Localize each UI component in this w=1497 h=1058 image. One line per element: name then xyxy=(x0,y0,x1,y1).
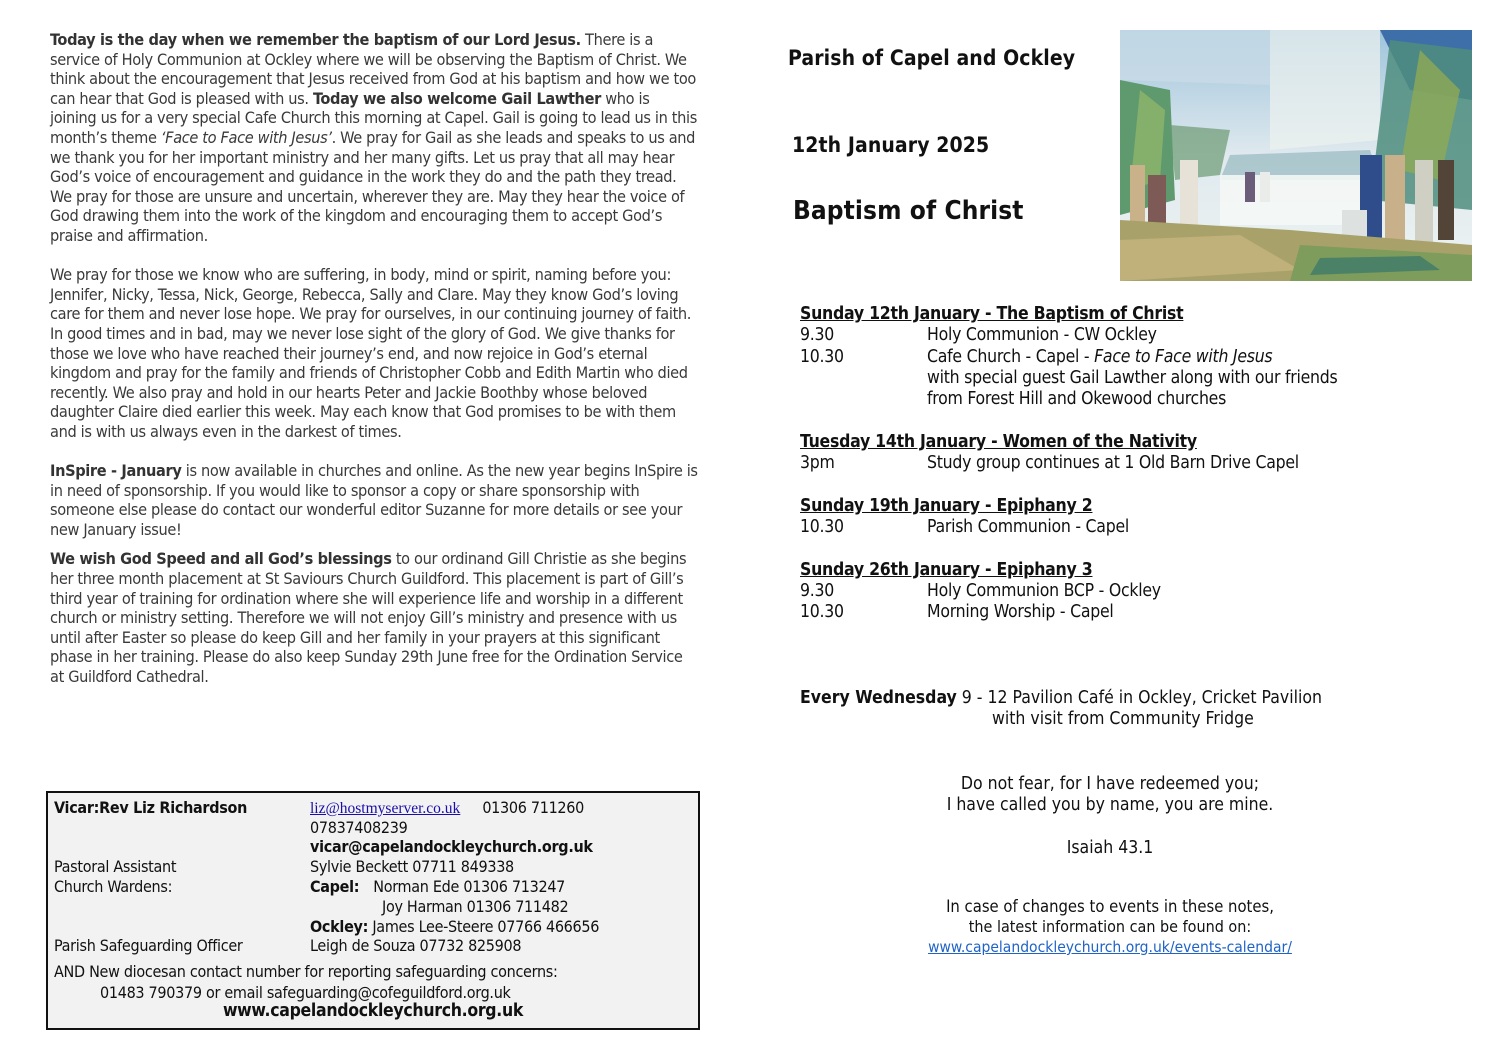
parish-name: Parish of Capel and Ockley xyxy=(788,46,1076,70)
verse-line-1: Do not fear, for I have redeemed you; xyxy=(960,774,1260,794)
contact-box xyxy=(46,791,700,1030)
vicar-email-alt: vicar@capelandockleychurch.org.uk xyxy=(310,837,593,856)
safeguarding-value: Leigh de Souza 07732 825908 xyxy=(310,936,522,955)
notes-line-1: In case of changes to events in these notes, xyxy=(946,897,1274,916)
capel-label: Capel: xyxy=(310,877,360,896)
capel-warden-1: Norman Ede 01306 713247 xyxy=(373,877,566,896)
service-desc: Study group continues at 1 Old Barn Drive Capel xyxy=(927,453,1299,474)
schedule-row xyxy=(800,347,1440,368)
service-date: 12th January 2025 xyxy=(792,133,990,157)
inspire-paragraph: InSpire - January is now available in churches and online. As the new year begins InSpire is in need of sponsorship. If you would like to sponsor a copy or share sponsorship with someone else please do contact our wonderful editor Suzanne for more details or see your new January issue! xyxy=(50,461,698,539)
schedule-day-heading: Sunday 26th January - Epiphany 3 xyxy=(800,559,1093,580)
service-desc-extra: from Forest Hill and Okewood churches xyxy=(927,389,1227,410)
painting-image xyxy=(1120,30,1472,281)
service-time: 10.30 xyxy=(800,516,844,537)
service-time: 10.30 xyxy=(800,346,844,367)
service-desc: Holy Communion BCP - Ockley xyxy=(927,580,1161,601)
intro-paragraph: Today is the day when we remember the baptism of our Lord Jesus. There is a service of Holy Communion at Ockley where we will be observing the Baptism of Christ. We think about the encouragement that Jesus received from God at his baptism and how we too can hear that God is pleased with us. Today we also welcome Gail Lawther who is joining us for a very special Cafe Church this morning at Capel. Gail is going to lead us in this month’s theme ‘Face to Face with Jesus’. We pray for Gail as she leads and speaks to us and we thank you for her important ministry and her many gifts. Let us pray that all may hear God’s voice of encouragement and guidance in the work they do and the path they tread. We pray for those are unsure and uncertain, wherever they are. May they hear the voice of God drawing them into the work of the kingdom and encouraging them to accept God’s praise and affirmation. xyxy=(50,30,697,245)
website-text: www.capelandockleychurch.org.uk xyxy=(222,1001,524,1021)
left-column xyxy=(50,30,700,706)
diocesan-line-2: 01483 790379 or email safeguarding@cofeguildford.org.uk xyxy=(100,983,511,1002)
service-schedule xyxy=(800,304,1440,623)
notes-line-2: the latest information can be found on: xyxy=(968,917,1252,936)
changes-notice xyxy=(880,897,1340,957)
schedule-row xyxy=(800,368,1440,389)
schedule-row xyxy=(800,581,1440,602)
schedule-row xyxy=(800,517,1440,538)
service-desc: Morning Worship - Capel xyxy=(927,602,1114,623)
schedule-row xyxy=(800,389,1440,410)
vicar-mobile: 07837408239 xyxy=(310,818,408,837)
verse-reference: Isaiah 43.1 xyxy=(1066,838,1154,858)
schedule-row xyxy=(800,602,1440,623)
capel-warden-2: Joy Harman 01306 711482 xyxy=(382,897,569,916)
diocesan-line-1: AND New diocesan contact number for reporting safeguarding concerns: xyxy=(54,962,558,981)
pastoral-value: Sylvie Beckett 07711 849338 xyxy=(310,857,514,876)
prayer-paragraph: We pray for those we know who are suffering, in body, mind or spirit, naming before you: Jennifer, Nicky, Tessa, Nick, George, Rebecca, Sally and Clare. May they know God’s loving care for them and never lose hope. We pray for ourselves, in our continuing journey of faith. In good times and in bad, may we never lose sight of the glory of God. We give thanks for those we love who have reached their journey’s end, and now rejoice in God’s eternal kingdom and pray for the family and friends of Christopher Cobb and Edith Martin who died recently. We also pray and hold in our hearts Peter and Jackie Boothby whose beloved daughter Claire died earlier this week. May each know that God promises to be with them and is with us always even in the darkest of times. xyxy=(50,265,692,441)
service-time: 3pm xyxy=(800,453,835,474)
service-time: 9.30 xyxy=(800,325,835,346)
service-time: 10.30 xyxy=(800,602,844,623)
service-desc: Parish Communion - Capel xyxy=(927,516,1130,537)
safeguarding-label: Parish Safeguarding Officer xyxy=(54,936,243,955)
verse-line-2: I have called you by name, you are mine. xyxy=(946,795,1274,815)
events-calendar-link[interactable]: www.capelandockleychurch.org.uk/events-calendar/ xyxy=(928,938,1292,956)
schedule-day-heading: Sunday 19th January - Epiphany 2 xyxy=(800,495,1093,516)
service-desc: Holy Communion - CW Ockley xyxy=(927,325,1157,346)
baptism-painting xyxy=(1120,30,1472,281)
schedule-row xyxy=(800,453,1440,474)
vicar-label: Vicar:Rev Liz Richardson xyxy=(54,798,248,817)
ordinand-paragraph: We wish God Speed and all God’s blessings to our ordinand Gill Christie as she begins her three month placement at St Saviours Church Guildford. This placement is part of Gill’s third year of training for ordination where she will experience life and worship in a different church or ministry setting. Therefore we will not enjoy Gill’s ministry and presence with us until after Easter so please do keep Gill and her family in your prayers at this significant phase in her training. Please do also keep Sunday 29th June free for the Ordination Service at Guildford Cathedral. xyxy=(50,549,687,686)
ockley-warden: James Lee-Steere 07766 466656 xyxy=(372,917,600,936)
schedule-row xyxy=(800,325,1440,346)
ockley-label: Ockley: xyxy=(310,917,369,936)
schedule-day-heading: Sunday 12th January - The Baptism of Christ xyxy=(800,304,1184,324)
page-title: Baptism of Christ xyxy=(793,196,1024,226)
service-desc: Cafe Church - Capel - Face to Face with Jesus xyxy=(927,346,1273,367)
service-time: 9.30 xyxy=(800,580,835,601)
schedule-day-heading: Tuesday 14th January - Women of the Nativity xyxy=(800,431,1197,452)
pastoral-label: Pastoral Assistant xyxy=(54,857,177,876)
vicar-email-link[interactable]: liz@hostmyserver.co.uk xyxy=(310,800,461,817)
wednesday-notice: Every Wednesday 9 - 12 Pavilion Café in Ockley, Cricket Pavilion with visit from Community Fridge xyxy=(800,688,1322,730)
wardens-label: Church Wardens: xyxy=(54,877,173,896)
service-desc-extra: with special guest Gail Lawther along with our friends xyxy=(927,367,1338,388)
vicar-phone: 01306 711260 xyxy=(482,798,585,817)
